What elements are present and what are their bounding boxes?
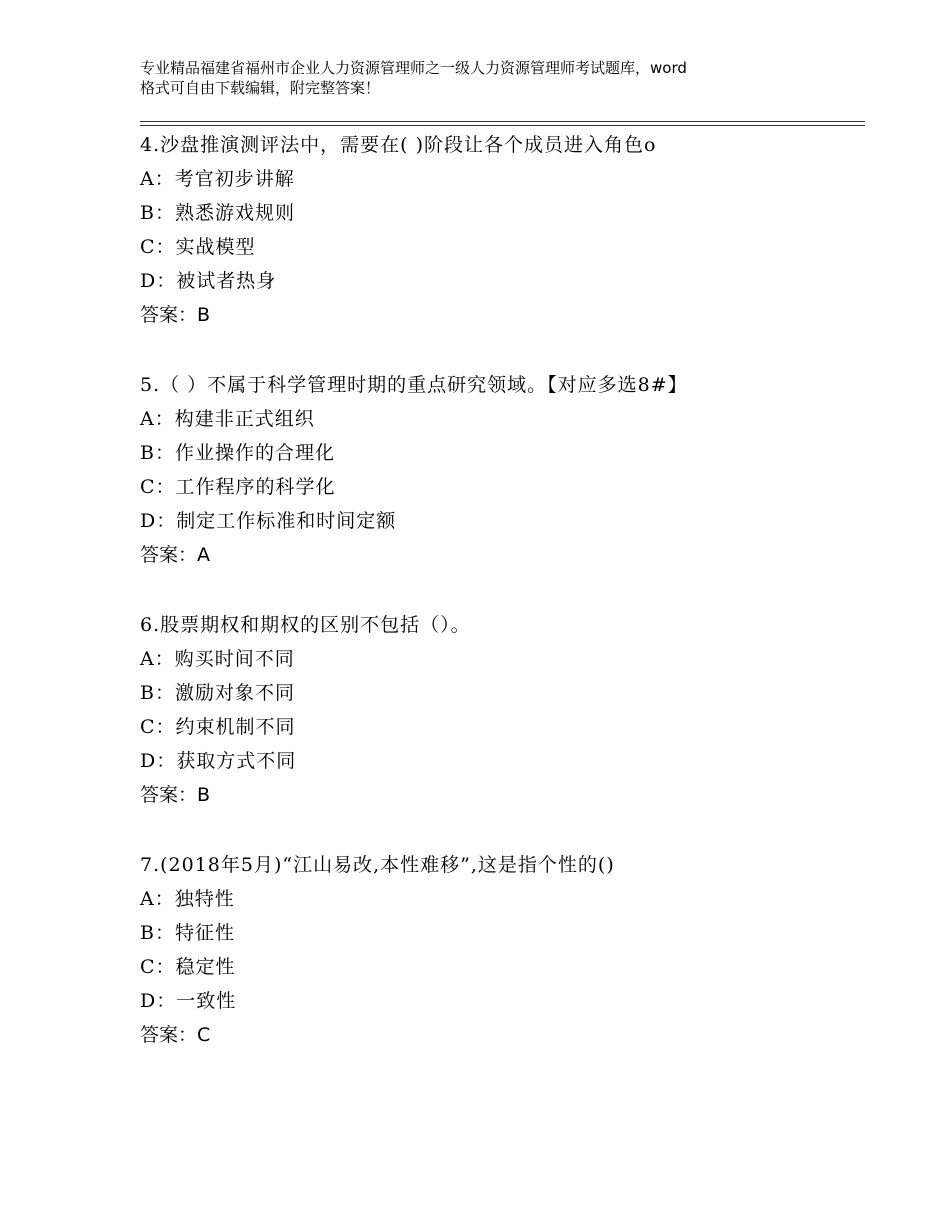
option-b: B：熟悉游戏规则 xyxy=(140,202,295,224)
question-stem: 4.沙盘推演测评法中，需要在( )阶段让各个成员进入角色o xyxy=(140,134,657,156)
option-a: A：构建非正式组织 xyxy=(140,408,315,430)
header-line-1: 专业精品福建省福州市企业人力资源管理师之一级人力资源管理师考试题库，word xyxy=(140,59,687,77)
option-b: B：特征性 xyxy=(140,922,235,944)
option-a: A：独特性 xyxy=(140,888,235,910)
question-list xyxy=(140,128,865,1088)
answer: 答案：C xyxy=(140,1024,211,1046)
option-d: D：制定工作标准和时间定额 xyxy=(140,510,397,532)
option-c: C：工作程序的科学化 xyxy=(140,476,336,498)
option-b: B：作业操作的合理化 xyxy=(140,442,335,464)
question-4 xyxy=(140,128,865,332)
option-c: C：约束机制不同 xyxy=(140,716,296,738)
question-stem: 6.股票期权和期权的区别不包括（）。 xyxy=(140,614,471,636)
option-c: C：实战模型 xyxy=(140,236,256,258)
header-rule-bottom xyxy=(140,125,865,126)
answer: 答案：B xyxy=(140,784,211,806)
question-stem: 5.（ ）不属于科学管理时期的重点研究领域。【对应多选8#】 xyxy=(140,374,688,396)
option-b: B：激励对象不同 xyxy=(140,682,295,704)
answer: 答案：A xyxy=(140,544,210,566)
option-c: C：稳定性 xyxy=(140,956,236,978)
header-rule-top xyxy=(140,121,865,122)
option-d: D：被试者热身 xyxy=(140,270,277,292)
question-6 xyxy=(140,608,865,812)
option-d: D：一致性 xyxy=(140,990,237,1012)
option-a: A：购买时间不同 xyxy=(140,648,295,670)
answer: 答案：B xyxy=(140,304,211,326)
header-line-2: 格式可自由下载编辑，附完整答案！ xyxy=(140,79,381,97)
option-d: D：获取方式不同 xyxy=(140,750,297,772)
question-5 xyxy=(140,368,865,572)
document-header xyxy=(140,58,840,98)
question-stem: 7.(2018年5月)“江山易改,本性难移”,这是指个性的() xyxy=(140,854,615,876)
question-7 xyxy=(140,848,865,1052)
option-a: A：考官初步讲解 xyxy=(140,168,295,190)
